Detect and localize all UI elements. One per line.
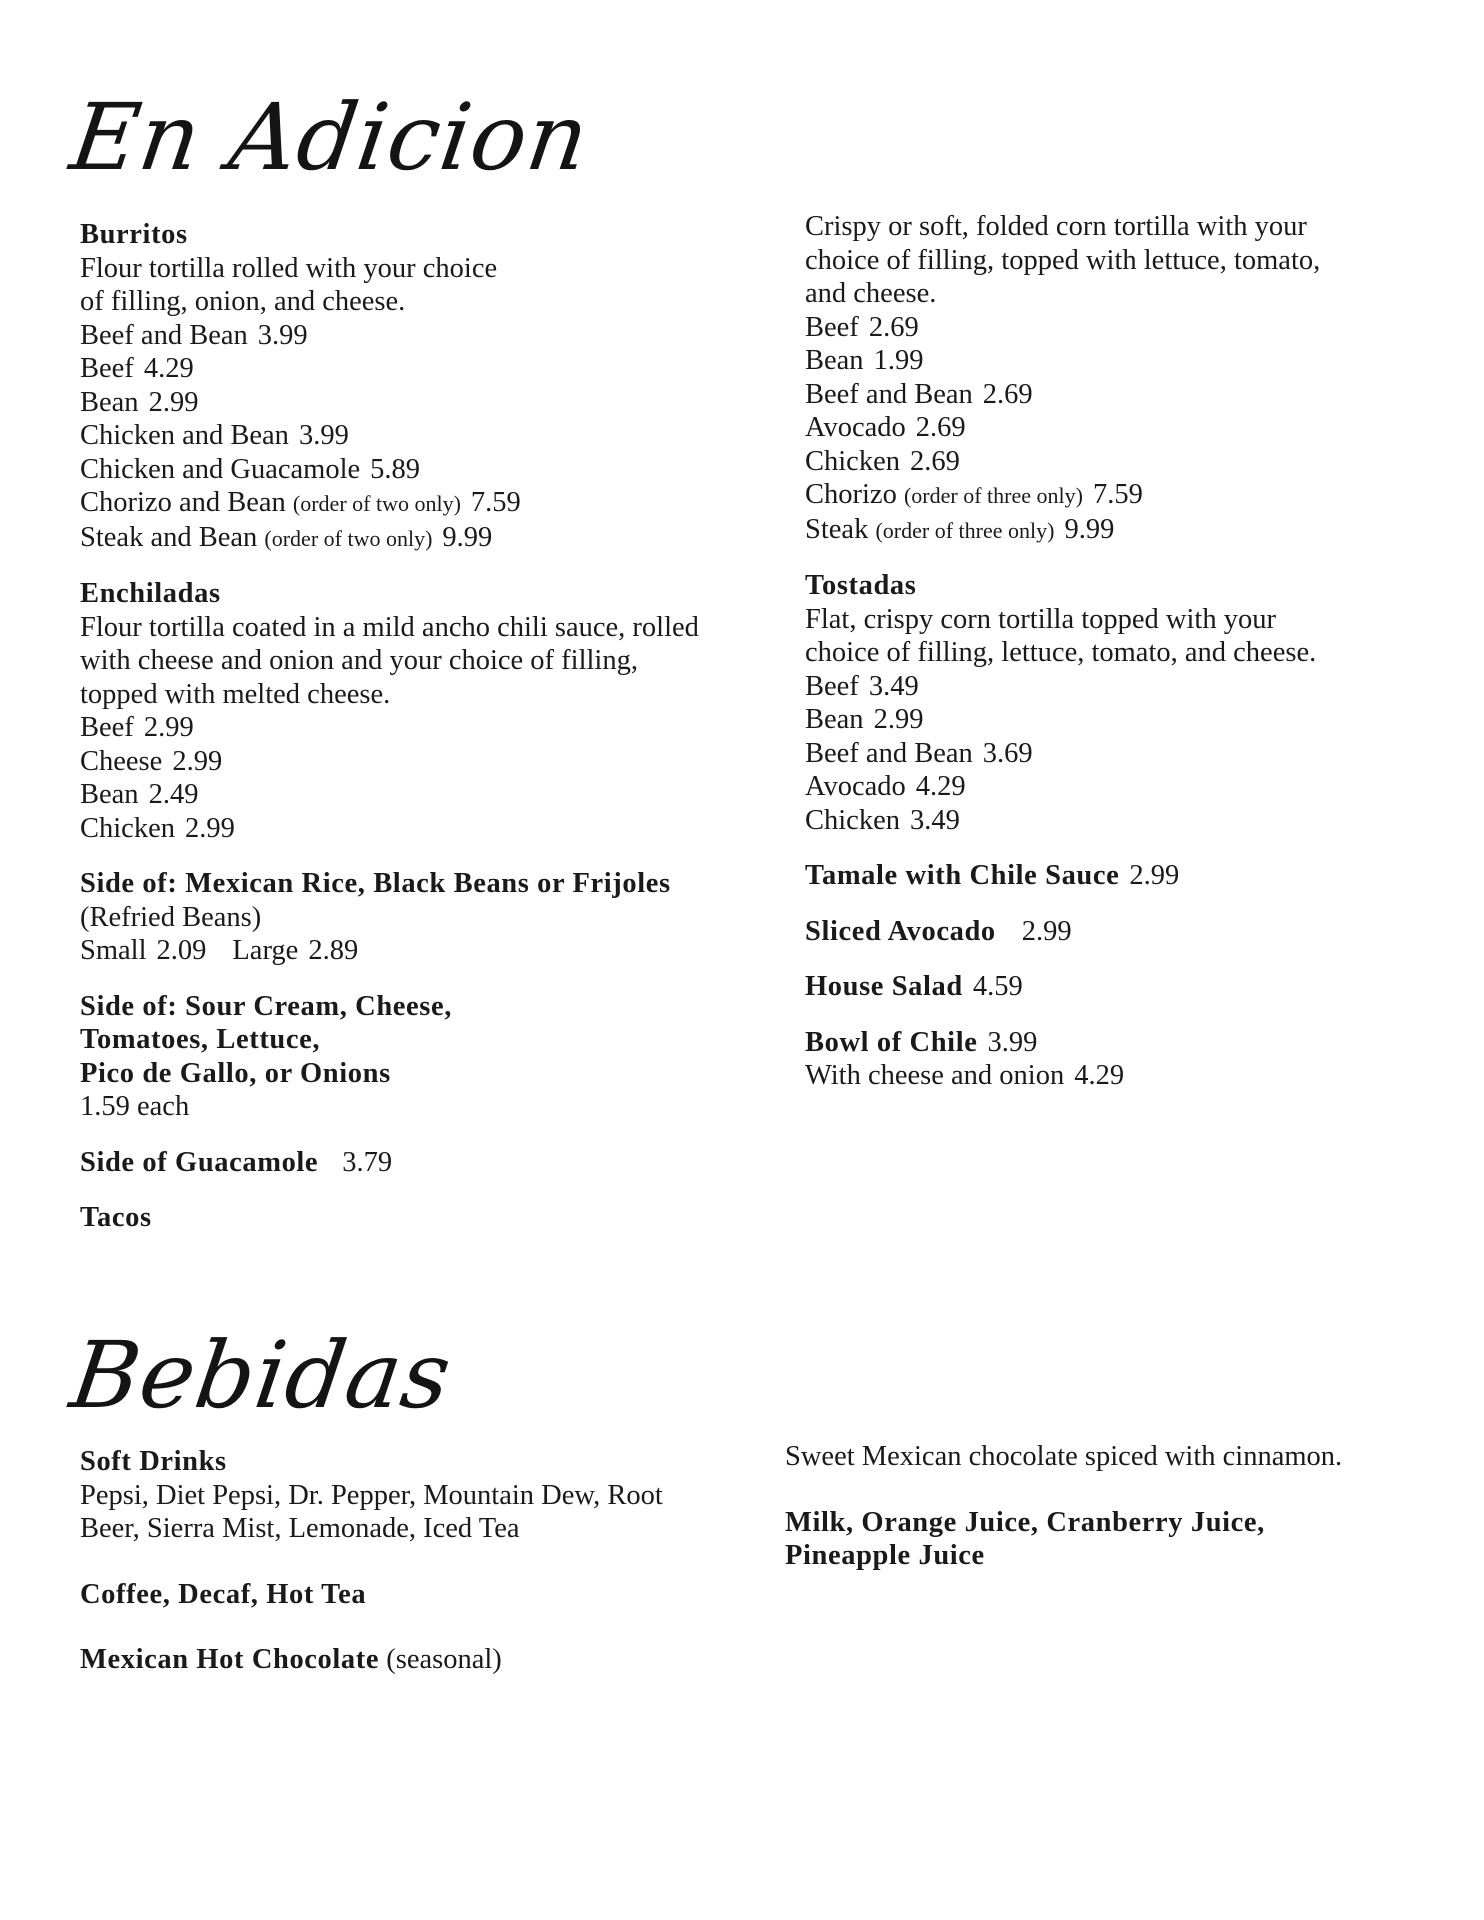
menu-item [805,770,1445,804]
side-rice-sub: (Refried Beans) [80,901,262,933]
item-name: Beef [80,712,134,743]
menu-item [80,812,720,846]
tamale-heading: Tamale with Chile Sauce [805,860,1120,891]
item-name: Cheese [80,745,163,777]
juices-section [785,1506,1425,1573]
side-rice-heading: Side of: Mexican Rice, Black Beans or Frijoles [80,868,671,899]
menu-item [805,737,1445,771]
tostadas-heading: Tostadas [805,570,917,601]
menu-item [80,486,720,521]
avocado-price: 2.99 [1021,915,1072,947]
avocado-heading: Sliced Avocado [805,915,996,947]
enchiladas-desc-line: topped with melted cheese. [80,678,391,710]
item-name: Beef and Bean [80,319,248,351]
item-price: 2.99 [184,812,235,844]
chile-section [805,1026,1445,1093]
side-guac-section [80,1146,720,1180]
tamale-price: 2.99 [1129,860,1180,891]
soft-drinks-desc-line: Pepsi, Diet Pepsi, Dr. Pepper, Mountain Dew, Root [80,1479,663,1511]
en-adicion-title: En Adicion [64,84,596,191]
item-price: 3.49 [909,804,960,836]
juices-heading: Pineapple Juice [785,1540,985,1571]
menu-item [805,344,1445,378]
item-note: (order of two only) [264,525,433,551]
tostadas-section [805,569,1445,837]
menu-item [80,711,720,745]
item-price: 7.59 [1092,479,1143,510]
side-toppings-heading: Pico de Gallo, or Onions [80,1057,391,1089]
item-name: Chorizo and Bean [80,487,286,518]
enchiladas-heading: Enchiladas [80,578,221,609]
tostadas-desc-line: Flat, crispy corn tortilla topped with your [805,603,1276,635]
item-price: 2.69 [909,445,960,477]
salad-price: 4.59 [972,971,1023,1002]
item-note: (order of three only) [875,517,1055,543]
tacos-section [805,210,1445,547]
item-name: Chicken [805,445,900,477]
tacos-heading: Tacos [80,1202,152,1233]
item-name: Chicken and Bean [80,420,289,451]
enchiladas-desc-line: Flour tortilla coated in a mild ancho chili sauce, rolled [80,611,699,643]
item-price: 2.99 [873,704,924,735]
item-name: Bean [80,386,139,418]
item-name: Bean [805,345,864,376]
menu-item [805,445,1445,479]
salad-heading: House Salad [805,971,963,1002]
item-price: 4.29 [143,353,194,384]
item-price: 3.49 [868,670,919,702]
en-adicion-right-column [805,210,1445,1093]
item-price: 9.99 [442,521,493,553]
item-price: 2.69 [868,311,919,343]
item-name: Beef and Bean [805,378,973,410]
menu-item [805,513,1445,548]
item-name: Bean [805,704,864,735]
item-name: Chicken and Guacamole [80,453,361,485]
item-price: 1.99 [873,345,924,376]
small-price: 2.09 [156,935,207,966]
item-name: Bean [80,779,139,810]
menu-item [805,411,1445,445]
item-name: Beef and Bean [805,737,973,769]
side-guac-heading: Side of Guacamole [80,1146,319,1178]
tacos-desc-line: Crispy or soft, folded corn tortilla with your [805,211,1307,242]
tacos-desc-line: choice of filling, topped with lettuce, tomato, [805,244,1321,276]
item-name: Steak [805,513,869,545]
menu-item [80,745,720,779]
burritos-section [80,218,720,555]
side-rice-section [80,867,720,968]
chocolate-heading: Mexican Hot Chocolate [80,1644,380,1675]
chocolate-desc-block [785,1440,1425,1474]
item-name: Chicken [805,804,900,836]
chocolate-note: (seasonal) [386,1644,502,1675]
item-price: 3.99 [257,319,308,351]
item-name: Chorizo [805,479,897,510]
menu-item [80,419,720,453]
menu-item [805,804,1445,838]
side-rice-prices [80,934,720,968]
bebidas-title: Bebidas [64,1322,458,1429]
coffee-heading: Coffee, Decaf, Hot Tea [80,1578,367,1610]
side-toppings-heading: Side of: Sour Cream, Cheese, [80,990,452,1022]
menu-item [805,378,1445,412]
side-toppings-section [80,990,720,1124]
menu-item [805,670,1445,704]
item-price: 2.49 [148,779,199,810]
menu-item [80,453,720,487]
tacos-heading-block [80,1201,720,1235]
item-name: Avocado [805,412,906,443]
item-price: 2.69 [982,378,1033,410]
item-price: 3.99 [298,420,349,451]
enchiladas-section [80,577,720,845]
chocolate-desc: Sweet Mexican chocolate spiced with cinnamon. [785,1441,1343,1472]
item-price: 2.99 [172,745,223,777]
menu-item [80,352,720,386]
chile-sub-price: 4.29 [1074,1060,1125,1091]
menu-item [80,386,720,420]
coffee-section [80,1578,720,1612]
chocolate-section [80,1643,720,1677]
side-toppings-heading: Tomatoes, Lettuce, [80,1024,321,1055]
side-guac-price: 3.79 [342,1146,393,1178]
chile-price: 3.99 [987,1026,1038,1058]
tacos-desc-line: and cheese. [805,278,937,309]
chile-sub: With cheese and onion [805,1060,1065,1091]
enchiladas-desc-line: with cheese and onion and your choice of filling, [80,645,638,676]
menu-item [805,478,1445,513]
item-note: (order of two only) [292,491,461,516]
salad-section [805,970,1445,1004]
item-name: Beef [805,670,859,702]
item-price: 7.59 [470,487,521,518]
soft-drinks-desc-line: Beer, Sierra Mist, Lemonade, Iced Tea [80,1513,520,1544]
item-name: Beef [805,311,859,343]
item-name: Steak and Bean [80,521,258,553]
menu-item [805,703,1445,737]
item-name: Chicken [80,812,175,844]
item-price: 2.99 [148,386,199,418]
menu-item [80,521,720,556]
bebidas-right-column [785,1440,1425,1573]
bebidas-left-column [80,1445,720,1677]
burritos-desc-line: of filling, onion, and cheese. [80,286,406,317]
item-name: Avocado [805,771,906,802]
item-price: 2.99 [143,712,194,743]
item-name: Beef [80,353,134,384]
menu-item [80,319,720,353]
large-label: Large [232,935,299,966]
en-adicion-left-column [80,218,720,1235]
soft-drinks-section [80,1445,720,1546]
tamale-section [805,859,1445,893]
item-price: 5.89 [370,453,421,485]
chile-heading: Bowl of Chile [805,1026,978,1058]
side-toppings-price: 1.59 each [80,1091,190,1122]
tostadas-desc-line: choice of filling, lettuce, tomato, and cheese. [805,637,1317,668]
soft-drinks-heading: Soft Drinks [80,1446,227,1477]
menu-item [805,311,1445,345]
item-price: 4.29 [915,771,966,802]
small-label: Small [80,935,147,966]
burritos-heading: Burritos [80,219,188,250]
item-price: 3.69 [982,737,1033,769]
burritos-desc-line: Flour tortilla rolled with your choice [80,252,498,284]
large-price: 2.89 [308,935,359,966]
avocado-section [805,915,1445,949]
item-price: 9.99 [1064,513,1115,545]
menu-item [80,778,720,812]
juices-heading: Milk, Orange Juice, Cranberry Juice, [785,1506,1265,1538]
item-note: (order of three only) [903,483,1083,508]
item-price: 2.69 [915,412,966,443]
